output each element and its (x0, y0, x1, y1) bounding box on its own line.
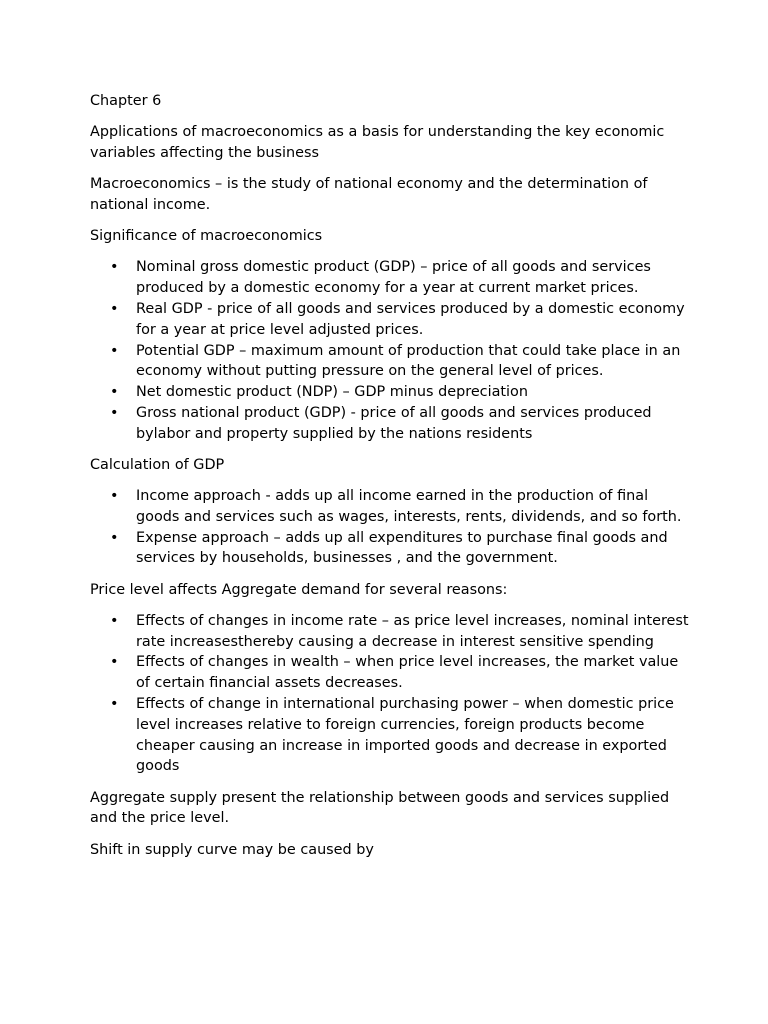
bullet-icon: • (110, 259, 119, 276)
bullet-icon: • (110, 342, 119, 359)
list-item-text: Gross national product (GDP) - price of all goods and services produced bylabor and property supplied by the nations residents (136, 404, 652, 442)
bullet-icon: • (110, 488, 119, 505)
price-level-list (90, 611, 690, 777)
list-item (90, 652, 690, 694)
list-item-text: Potential GDP – maximum amount of production that could take place in an economy without putting pressure on the general level of prices. (136, 342, 681, 380)
list-item (90, 341, 690, 383)
document-page (90, 91, 690, 871)
bullet-icon: • (110, 300, 119, 317)
chapter-title: Chapter 6 (90, 93, 162, 109)
bullet-icon: • (110, 529, 119, 546)
intro-paragraph: Applications of macroeconomics as a basis for understanding the key economic variables affecting the business (90, 124, 665, 161)
price-level-heading: Price level affects Aggregate demand for several reasons: (90, 581, 508, 598)
significance-list (90, 257, 690, 444)
list-item (90, 611, 690, 653)
calculation-heading: Calculation of GDP (90, 456, 225, 473)
significance-heading: Significance of macroeconomics (90, 228, 323, 245)
definition-paragraph: Macroeconomics – is the study of national economy and the determination of national income. (90, 176, 648, 213)
bullet-icon: • (110, 404, 119, 421)
calculation-list (90, 486, 690, 569)
list-item (90, 528, 690, 570)
bullet-icon: • (110, 696, 119, 713)
list-item-text: Effects of changes in wealth – when price level increases, the market value of certain financial assets decreases. (136, 654, 679, 692)
list-item-text: Nominal gross domestic product (GDP) – price of all goods and services produced by a domestic economy for a year at current market prices. (136, 259, 651, 297)
list-item (90, 257, 690, 299)
list-item-text: Net domestic product (NDP) – GDP minus depreciation (136, 384, 528, 401)
list-item (90, 694, 690, 777)
list-item-text: Real GDP - price of all goods and services produced by a domestic economy for a year at price level adjusted prices. (136, 300, 685, 338)
bullet-icon: • (110, 612, 119, 629)
bullet-icon: • (110, 384, 119, 401)
list-item (90, 403, 690, 445)
list-item (90, 382, 690, 403)
list-item-text: Income approach - adds up all income earned in the production of final goods and services such as wages, interests, rents, dividends, and so forth. (136, 488, 682, 525)
list-item-text: Expense approach – adds up all expenditures to purchase final goods and services by households, businesses , and the government. (136, 529, 668, 567)
list-item-text: Effects of change in international purchasing power – when domestic price level increases relative to foreign currencies, foreign products become cheaper causing an increase in imported goods and decrease in exported goods (136, 696, 674, 775)
list-item-text: Effects of changes in income rate – as price level increases, nominal interest rate increasesthereby causing a decrease in interest sensitive spending (136, 612, 689, 650)
bullet-icon: • (110, 654, 119, 671)
shift-supply-paragraph: Shift in supply curve may be caused by (90, 841, 374, 858)
list-item (90, 486, 690, 528)
list-item (90, 299, 690, 341)
aggregate-supply-paragraph: Aggregate supply present the relationship between goods and services supplied and the price level. (90, 789, 670, 827)
